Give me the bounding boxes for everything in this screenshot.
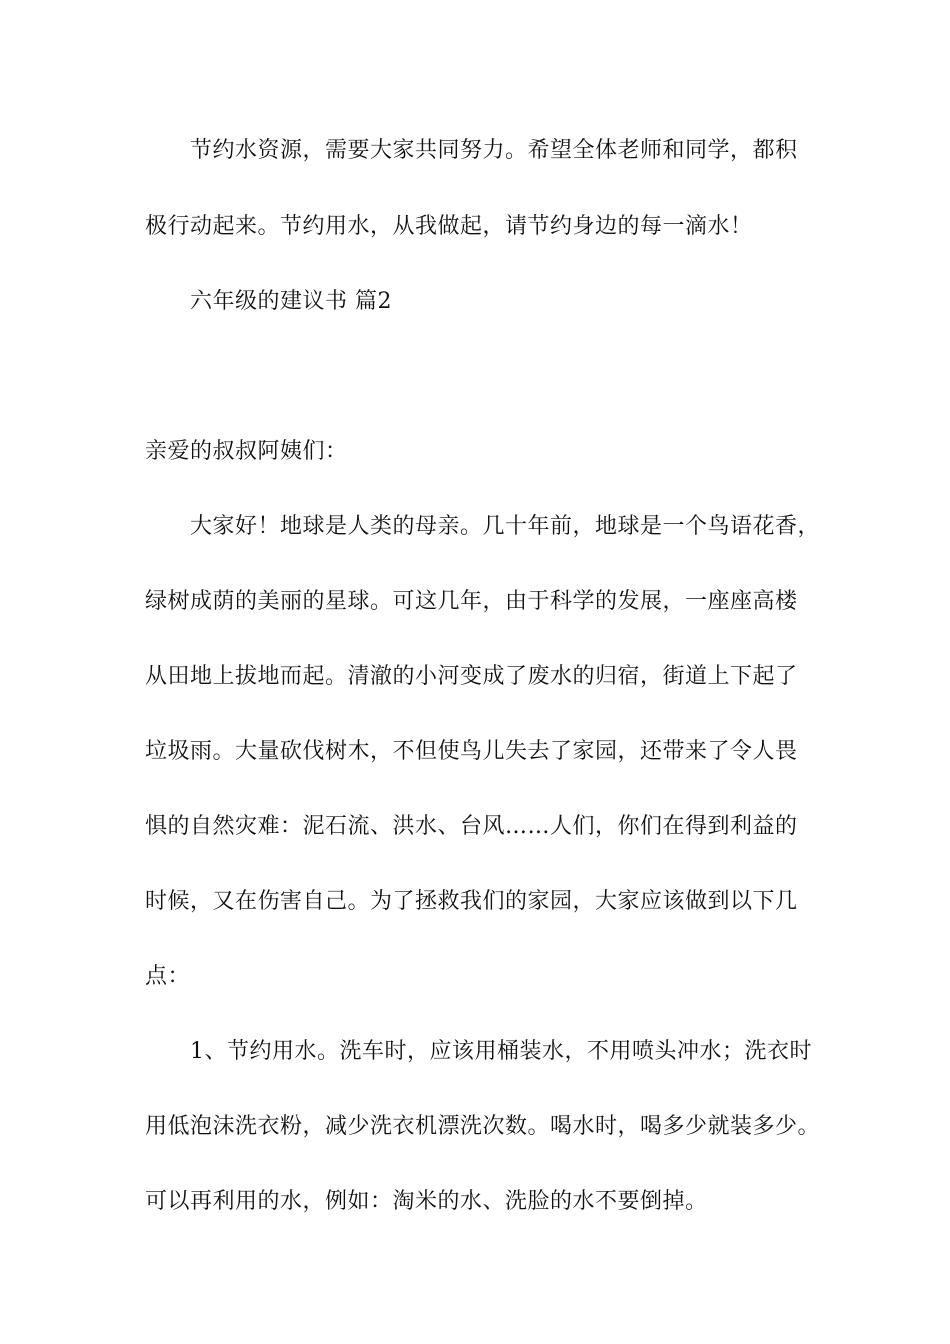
section-heading: 六年级的建议书 篇2 [190,289,392,314]
paragraph-line: 1、节约用水。洗车时，应该用桶装水，不用喷头冲水；洗衣时 [190,1039,812,1064]
salutation: 亲爱的叔叔阿姨们： [145,439,348,464]
paragraph-line: 用低泡沫洗衣粉，减少洗衣机漂洗次数。喝水时，喝多少就装多少。 [145,1114,821,1139]
paragraph-line: 从田地上拔地而起。清澈的小河变成了废水的归宿，街道上下起了 [145,664,798,689]
paragraph-line: 节约水资源，需要大家共同努力。希望全体老师和同学，都积 [190,138,798,163]
paragraph-line: 时候，又在伤害自己。为了拯救我们的家园，大家应该做到以下几 [145,889,798,914]
paragraph-line: 惧的自然灾难：泥石流、洪水、台风……人们，你们在得到利益的 [145,814,798,839]
paragraph-line: 可以再利用的水，例如：淘米的水、洗脸的水不要倒掉。 [145,1189,708,1214]
paragraph-line: 极行动起来。节约用水，从我做起，请节约身边的每一滴水！ [145,214,753,239]
paragraph-line: 大家好！地球是人类的母亲。几十年前，地球是一个鸟语花香， [190,514,821,539]
paragraph-line: 点： [145,964,191,989]
paragraph-line: 垃圾雨。大量砍伐树木，不但使鸟儿失去了家园，还带来了令人畏 [145,739,798,764]
paragraph-line: 绿树成荫的美丽的星球。可这几年，由于科学的发展，一座座高楼 [145,589,798,614]
